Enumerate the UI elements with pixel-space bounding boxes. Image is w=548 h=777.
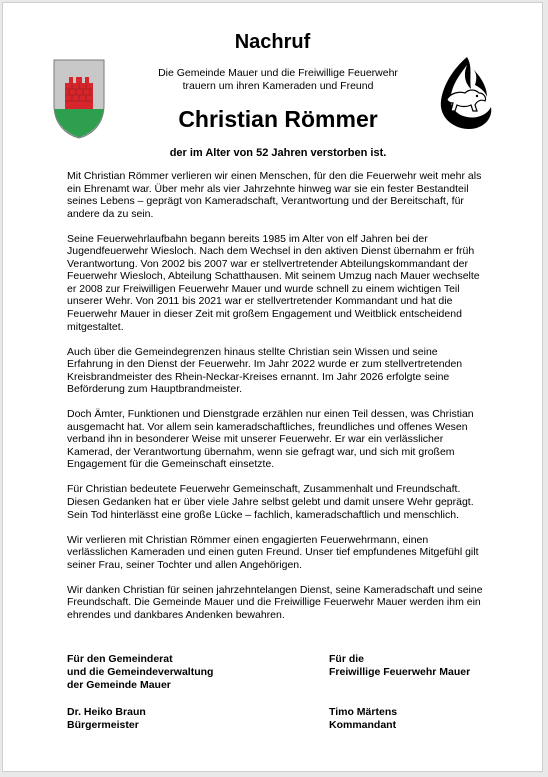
signature-line: und die Gemeindeverwaltung (67, 666, 214, 678)
intro-line-2: trauern um ihren Kameraden und Freund (182, 80, 374, 92)
signatory-name: Dr. Heiko Braun (67, 706, 146, 718)
obituary-body (67, 170, 485, 634)
deceased-name: Christian Römmer (178, 106, 378, 132)
municipal-crest-icon (53, 59, 105, 139)
signature-line: Für den Gemeinderat (67, 653, 173, 665)
age-line: der im Alter von 52 Jahren verstorben ist. (169, 147, 387, 159)
obituary-page (2, 2, 543, 772)
signature-mayor (67, 706, 146, 732)
paragraph-2: Seine Feuerwehrlaufbahn begann bereits 1985 im Alter von elf Jahren bei der Jugendfeuerwehr Wiesloch. Nach dem Wechsel in den aktiven Dienst übernahm er früh Verantwortung. Von 2002 bis 2007 war er stellvertretender Abteilungskommandant der Feuerwehr Wiesloch, Abteilung Schatthausen. Mit seinem Umzug nach Mauer wechselte er 2008 zur Freiwilligen Feuerwehr Mauer und wurde schnell zu einem wichtigen Teil unserer Wehr. Von 2011 bis 2021 war er stellvertretender Kommandant und hat die Feuerwehr Mauer in dieser Zeit mit großem Engagement und Weitblick entscheidend mitgestaltet. (67, 232, 480, 333)
paragraph-4: Doch Ämter, Funktionen und Dienstgrade erzählen nur einen Teil dessen, was Christian ausgemacht hat. Vor allem sein kameradschaftliches, freundliches und offenes Wesen verband ihn in besonderer Weise mit unserer Feuerwehr. Er war ein verlässlicher Kamerad, der Verantwortung übernahm, wenn sie gefragt war, und sich mit großem Engagement für die Gemeinschaft einsetzte. (67, 408, 474, 471)
signature-line: Freiwillige Feuerwehr Mauer (329, 666, 471, 678)
intro-text (123, 67, 433, 93)
paragraph-6: Wir verlieren mit Christian Römmer einen engagierten Feuerwehrmann, einen verlässlichen Kameraden und einen guten Freund. Unser tief empfundenes Mitgefühl gilt seiner Frau, seiner Tochter und allen Angehörigen. (67, 533, 479, 571)
intro-line-1: Die Gemeinde Mauer und die Freiwillige Feuerwehr (158, 67, 398, 79)
signature-firebrigade-org (329, 653, 470, 679)
paragraph-5: Für Christian bedeutete Feuerwehr Gemeinschaft, Zusammenhalt und Freundschaft. Diesen Gedanken hat er über viele Jahre selbst gelebt und damit unsere Wehr geprägt. Sein Tod hinterlässt eine große Lücke – fachlich, kameradschaftlich und menschlich. (67, 483, 474, 521)
paragraph-1: Mit Christian Römmer verlieren wir einen Menschen, für den die Feuerwehr weit mehr als ein Ehrenamt war. Über mehr als vier Jahrzehnte hinweg war sie ein fester Bestandteil seines Lebens – geprägt von Kameradschaft, Verantwortung und der Bereitschaft, für andere da zu sein. (67, 170, 482, 220)
signatory-name: Timo Märtens (329, 706, 398, 718)
heading: Nachruf (234, 31, 311, 53)
signature-line: der Gemeinde Mauer (67, 679, 171, 691)
signature-municipality-org (67, 653, 213, 692)
signature-line: Für die (329, 653, 365, 665)
signatory-title: Kommandant (329, 719, 397, 731)
fire-brigade-flame-lion-icon (433, 55, 495, 131)
paragraph-7: Wir danken Christian für seinen jahrzehntelangen Dienst, seine Kameradschaft und seine Freundschaft. Die Gemeinde Mauer und die Freiwillige Feuerwehr Mauer werden ihm ein ehrendes und dankbares Andenken bewahren. (67, 583, 483, 621)
paragraph-3: Auch über die Gemeindegrenzen hinaus stellte Christian sein Wissen und seine Erfahrung in den Dienst der Feuerwehr. Im Jahr 2022 wurde er zum stellvertretenden Kreisbrandmeister des Rhein-Neckar-Kreises ernannt. Im Jahr 2026 erfolgte seine Beförderung zum Hauptbrandmeister. (67, 345, 463, 396)
signature-commander (329, 706, 397, 732)
signatory-title: Bürgermeister (67, 719, 139, 731)
